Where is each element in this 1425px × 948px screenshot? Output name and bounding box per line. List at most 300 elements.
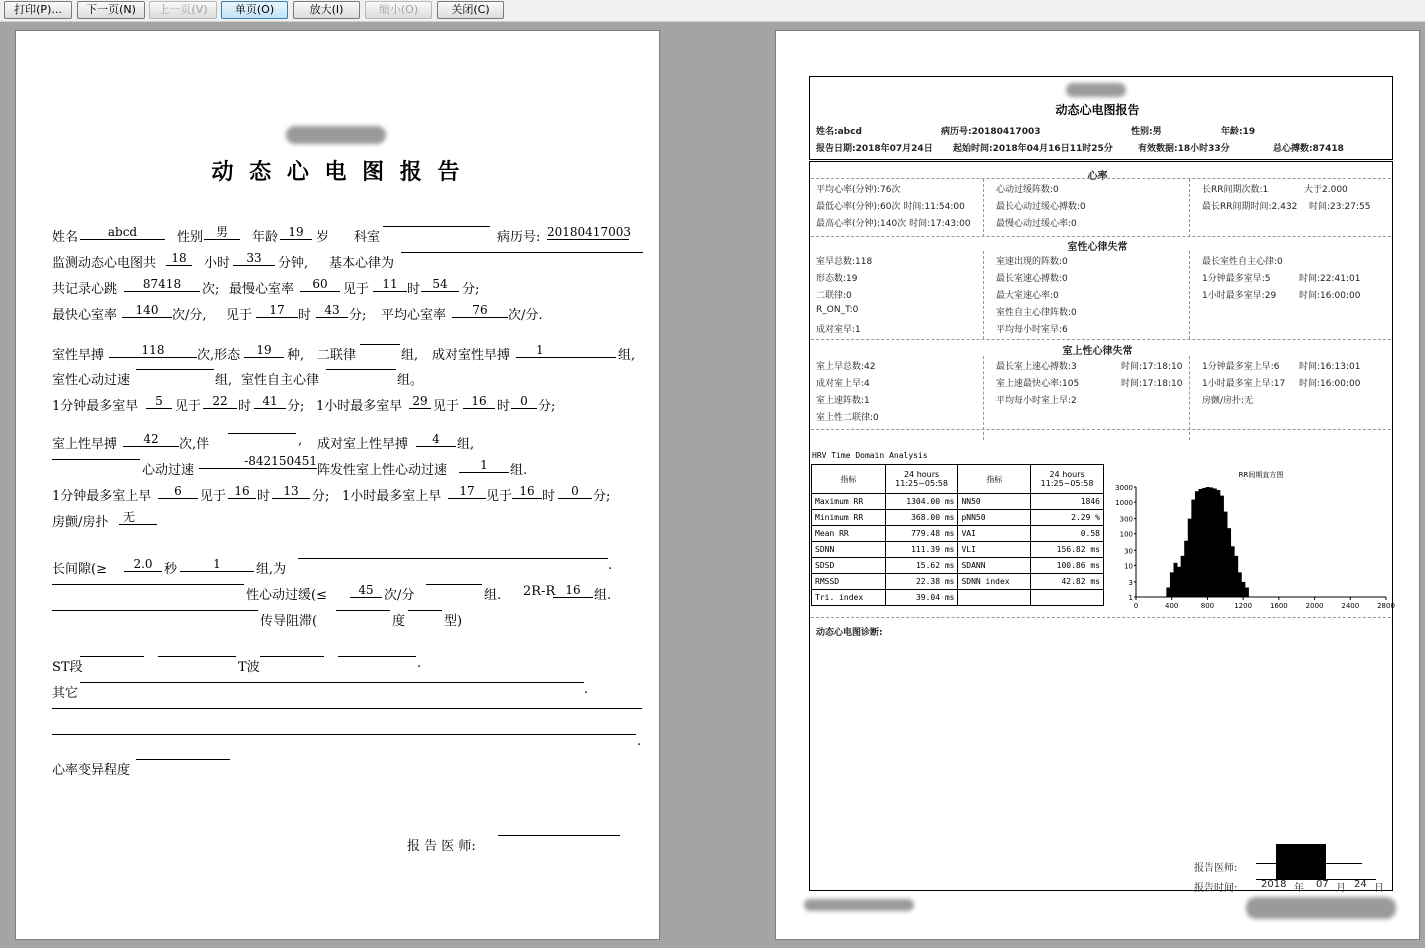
divider (1189, 356, 1190, 440)
report-day: 24 (1354, 879, 1367, 890)
table-row (812, 590, 1104, 606)
rr2-label: 2R-R (523, 584, 556, 599)
t-wave-value-1 (260, 656, 324, 657)
hour-pvc-label: 1小时最多室早 (316, 399, 403, 414)
histogram-bar (1170, 572, 1174, 597)
hour-pvc-minute: 0 (511, 395, 537, 409)
hours-value: 18 (166, 252, 192, 266)
report-page-2 (775, 30, 1420, 940)
hrv-cell (1031, 590, 1104, 606)
doctor-label: 报告医师: (1194, 863, 1238, 874)
min-pvc-hour: 22 (203, 395, 237, 409)
other-value-2 (52, 708, 642, 709)
pause-desc-value (298, 558, 608, 559)
brady-type-value (52, 584, 244, 585)
af-value: 无 (119, 511, 157, 525)
pst-unit: 组. (510, 463, 528, 478)
report-title: 动态心电图报告 (1055, 103, 1140, 117)
brady-count-value (426, 584, 482, 585)
divider (811, 617, 1391, 618)
dept-label: 科室 (354, 230, 381, 245)
pause-count-value: 1 (180, 558, 254, 572)
hrv-cell: NN50 (958, 494, 1031, 510)
hrv-cell: pNN50 (958, 510, 1031, 526)
rhythm-label: 基本心律为 (329, 256, 395, 271)
hrv-head-col4 (1031, 465, 1104, 494)
brady-runs: 心动过缓阵数:0 (996, 185, 1059, 195)
tachy-type-value (52, 459, 140, 460)
rr2-value: 16 (553, 584, 593, 598)
section-supraventricular: 室上性心律失常 (1062, 346, 1133, 357)
day-label: 日 (1374, 883, 1384, 894)
brady-label: 性心动过缓(≤ (246, 588, 327, 603)
minute-unit-5: 分; (312, 489, 330, 504)
hour-unit-6: 时 (542, 489, 556, 504)
year-label: 年 (1294, 883, 1304, 894)
minute-unit-6: 分; (593, 489, 611, 504)
total-beats-value: 87418 (124, 278, 200, 292)
x-tick-label: 1200 (1234, 602, 1253, 610)
hrv-cell: 156.82 ms (1031, 542, 1104, 558)
histogram-bar (1177, 567, 1181, 597)
hrv-cell: SDSD (812, 558, 886, 574)
vt-unit: 组, (215, 373, 233, 388)
doctor-label: 报 告 医 师: (407, 839, 476, 854)
block-degree-unit: 度 (392, 614, 406, 629)
v-hourly-avg: 平均每小时室早:6 (996, 325, 1068, 335)
age-value: 19 (280, 226, 312, 240)
tachy-value: -842150451 (199, 455, 317, 469)
block-type-unit: 型) (444, 614, 463, 629)
rr-histogram-chart (1106, 463, 1396, 613)
pst-value: 1 (459, 459, 509, 473)
hrv-cell: Minimum RR (812, 510, 886, 526)
pause-label: 长间隙(≥ (52, 562, 107, 577)
minute-unit: 分; (462, 282, 480, 297)
rr2-unit: 组. (594, 588, 612, 603)
y-tick-label: 1000 (1115, 499, 1133, 508)
min-pac-label: 1分钟最多室上早 (52, 489, 152, 504)
pvc-value: 118 (109, 344, 197, 358)
y-tick-label: 30 (1124, 547, 1133, 556)
brady-rate-unit: 次/分 (384, 588, 415, 603)
hrv-cell: 368.00 ms (885, 510, 958, 526)
month-label: 月 (1336, 883, 1346, 894)
pac-couplet-unit: 组, (457, 437, 475, 452)
hour-unit-3: 时 (238, 399, 252, 414)
vt-value (136, 369, 214, 370)
svt-longest: 最长室上速心搏数:3 (996, 362, 1077, 372)
hour-pac-value: 17 (448, 485, 486, 499)
sv-bigeminy: 室上性二联律:0 (816, 413, 879, 423)
age-unit: 岁 (316, 230, 330, 245)
hrv-title: HRV Time Domain Analysis (812, 451, 928, 460)
hrv-cell (958, 590, 1031, 606)
table-row (812, 574, 1104, 590)
divider (811, 429, 1391, 430)
t-wave-value-2 (338, 656, 416, 657)
hrv-cell: SDNN index (958, 574, 1031, 590)
x-tick-label: 0 (1133, 602, 1139, 610)
v-couplet: 成对室早:1 (816, 325, 861, 335)
histogram-bar (1245, 587, 1249, 597)
total-beats-label: 共记录心跳 (52, 282, 118, 297)
minutes-value: 33 (233, 252, 275, 266)
period-3: . (584, 682, 589, 697)
seen-label-3: 见于 (175, 399, 202, 414)
x-tick-label: 2000 (1305, 602, 1324, 610)
minute-unit-2: 分; (349, 308, 367, 323)
divider (811, 339, 1391, 340)
monitor-label: 监测动态心电图共 (52, 256, 157, 271)
histogram-bar (1188, 519, 1192, 597)
min-pvc-minute: 41 (254, 395, 286, 409)
histogram-bar (1184, 541, 1188, 597)
close-button[interactable]: 关闭(C) (437, 1, 504, 19)
pause-count-unit: 组,为 (256, 562, 287, 577)
section-heart-rate: 心率 (1087, 171, 1108, 182)
sv-couplet: 成对室上早:4 (816, 379, 870, 389)
hr-max: 最高心率(分钟):140次 时间:17:43:00 (816, 219, 971, 229)
hrv-cell: Tri. index (812, 590, 886, 606)
age-label: 年龄 (252, 230, 279, 245)
sv-min-time: 时间:16:13:01 (1299, 362, 1361, 372)
minute-unit-4: 分; (538, 399, 556, 414)
block-type2-value (408, 610, 442, 611)
hrv-head-col1: 指标 (812, 465, 886, 494)
toolbar (0, 0, 1425, 22)
hour-pac-hour: 16 (512, 485, 542, 499)
pac-couplet-label: 成对室上性早搏 (317, 437, 409, 452)
brady-longest: 最长心动过缓心搏数:0 (996, 202, 1086, 212)
report-time-label: 报告时间: (1194, 883, 1238, 894)
fastest-rate-unit: 次/分, (172, 308, 207, 323)
avg-rate-label: 平均心室率 (381, 308, 447, 323)
histogram-bar (1166, 587, 1170, 597)
block-type-value (52, 610, 258, 611)
seen-label-2: 见于 (226, 308, 253, 323)
start-line: 起始时间:2018年04月16日11时25分 (953, 144, 1113, 154)
name-value: abcd (80, 226, 165, 240)
longest-rr-time: 时间:23:27:55 (1309, 202, 1371, 212)
slowest-rate-label: 最慢心室率 (229, 282, 295, 297)
long-rr-gt: 大于2.000 (1304, 185, 1348, 195)
table-row (812, 510, 1104, 526)
avg-rate-unit: 次/分. (508, 308, 543, 323)
v-min-time: 时间:22:41:01 (1299, 274, 1361, 284)
histogram-bar (1202, 488, 1206, 597)
bigeminy-value (360, 344, 400, 345)
st-label: ST段 (52, 660, 83, 675)
min-pvc-value: 5 (146, 395, 172, 409)
histogram-bar (1227, 528, 1231, 597)
fastest-rate-label: 最快心室率 (52, 308, 118, 323)
histogram-bar (1199, 489, 1203, 597)
dept-value (383, 226, 490, 227)
histogram-bar (1191, 500, 1195, 597)
report-page-1 (15, 30, 660, 940)
min-pac-minute: 13 (272, 485, 310, 499)
vt-longest: 最长室速心搏数:0 (996, 274, 1068, 284)
slowest-minute: 54 (421, 278, 459, 292)
period: . (608, 558, 613, 573)
couplet-label: 成对室性早搏 (432, 348, 511, 363)
hrv-head-col4b: 11:25~05:58 (1040, 479, 1094, 488)
date-line: 报告日期:2018年07月24日 (816, 144, 933, 154)
bigeminy-unit: 组, (401, 348, 419, 363)
minutes-unit: 分钟, (278, 256, 309, 271)
redacted-hospital-logo (286, 126, 386, 144)
hrv-cell: 0.58 (1031, 526, 1104, 542)
v-ront: R_ON_T:0 (816, 305, 859, 315)
brady-rate-value: 45 (350, 584, 382, 598)
print-button[interactable]: 打印(P)... (4, 1, 72, 19)
histogram-bar (1206, 487, 1210, 597)
pvc-label: 室性早搏 (52, 348, 105, 363)
case-line: 病历号:20180417003 (941, 127, 1041, 137)
st-value-1 (80, 656, 144, 657)
fastest-hour: 17 (256, 304, 298, 318)
v-hour-time: 时间:16:00:00 (1299, 291, 1361, 301)
hrv-cell: 111.39 ms (885, 542, 958, 558)
period-2: . (417, 656, 422, 671)
hrv-cell: 15.62 ms (885, 558, 958, 574)
other-label: 其它 (52, 686, 79, 701)
total-beats-unit: 次; (202, 282, 220, 297)
valid-line: 有效数据:18小时33分 (1138, 144, 1230, 154)
svt-runs: 室上速阵数:1 (816, 396, 870, 406)
hrv-head-col2a: 24 hours (903, 470, 940, 479)
hrv-value (136, 759, 230, 760)
seen-label-5: 见于 (200, 489, 227, 504)
histogram-bar (1220, 496, 1224, 597)
histogram-bar (1181, 556, 1185, 597)
vt-label: 室性心动过速 (52, 373, 131, 388)
pac-with-label: 次,伴 (179, 437, 210, 452)
redacted-hospital-logo (1066, 83, 1126, 97)
t-wave-label: T波 (238, 660, 260, 675)
hour-pvc-value: 29 (409, 395, 431, 409)
report-title: 动 态 心 电 图 报 告 (211, 159, 464, 185)
rhythm-value (401, 252, 643, 253)
pac-couplet-value: 4 (416, 433, 456, 447)
hrv-cell: 779.48 ms (885, 526, 958, 542)
hrv-cell: 22.38 ms (885, 574, 958, 590)
single-page-button[interactable]: 单页(O) (221, 1, 288, 19)
bigeminy-label: 二联律 (317, 348, 357, 363)
brady-count-unit: 组. (484, 588, 502, 603)
seen-label-6: 见于 (486, 489, 513, 504)
divider (811, 236, 1391, 237)
v-min-max: 1分钟最多室早:5 (1202, 274, 1271, 284)
avg-rate-value: 76 (452, 304, 508, 318)
hrv-cell: VLI (958, 542, 1031, 558)
v-total: 室早总数:118 (816, 257, 873, 267)
af-label: 房颤/房扑 (52, 515, 109, 530)
hour-unit-4: 时 (497, 399, 511, 414)
hrv-cell: 42.82 ms (1031, 574, 1104, 590)
period-4: . (637, 734, 642, 749)
hrv-head-col2 (885, 465, 958, 494)
comma: , (298, 433, 303, 448)
tachy-label: 心动过速 (142, 463, 195, 478)
histogram-bar (1174, 563, 1178, 597)
table-row (812, 526, 1104, 542)
gender-value: 男 (204, 226, 240, 240)
st-value-2 (158, 656, 236, 657)
morph-unit: 种, (287, 348, 305, 363)
pst-label: 阵发性室上性心动过速 (317, 463, 448, 478)
ivr-longest: 最长室性自主心律:0 (1202, 257, 1283, 267)
hrv-cell: Mean RR (812, 526, 886, 542)
fastest-minute: 43 (316, 304, 348, 318)
hours-unit: 小时 (204, 256, 231, 271)
table-row (812, 542, 1104, 558)
next-page-button[interactable]: 下一页(N) (77, 1, 145, 19)
ivr-label: 室性自主心律 (241, 373, 320, 388)
histogram-bar (1238, 572, 1242, 597)
sv-af: 房颤/房扑:无 (1202, 396, 1254, 406)
y-tick-label: 300 (1119, 515, 1133, 524)
seen-label: 见于 (343, 282, 370, 297)
histogram-bar (1216, 490, 1220, 597)
diagnosis-label: 动态心电图诊断: (816, 628, 883, 638)
sv-hour-time: 时间:16:00:00 (1299, 379, 1361, 389)
sv-hourly-avg: 平均每小时室上早:2 (996, 396, 1077, 406)
hrv-cell: SDNN (812, 542, 886, 558)
x-tick-label: 800 (1200, 602, 1215, 610)
redacted-footer-left (804, 899, 914, 911)
chart-title: RR间期直方图 (1238, 471, 1284, 479)
couplet-unit: 组, (618, 348, 636, 363)
pause-sec-value: 2.0 (124, 558, 162, 572)
couplet-value: 1 (516, 344, 616, 358)
table-row (812, 558, 1104, 574)
divider (1189, 251, 1190, 339)
min-pac-hour: 16 (228, 485, 256, 499)
v-hour-max: 1小时最多室早:29 (1202, 291, 1277, 301)
histogram-bar (1224, 512, 1228, 597)
case-no-label: 病历号: (497, 230, 541, 245)
pac-value: 42 (123, 433, 179, 447)
hrv-cell: 1304.00 ms (885, 494, 958, 510)
hrv-head-col3: 指标 (958, 465, 1031, 494)
x-tick-label: 2400 (1341, 602, 1360, 610)
min-pac-value: 6 (158, 485, 198, 499)
hour-pac-minute: 0 (558, 485, 592, 499)
hour-unit-2: 时 (298, 308, 312, 323)
zoom-out-button[interactable]: 缩小(O) (365, 1, 432, 19)
report-month: 07 (1316, 879, 1329, 890)
min-pvc-label: 1分钟最多室早 (52, 399, 139, 414)
gender-label: 性别 (177, 230, 204, 245)
divider (811, 178, 1391, 179)
block-degree-value (336, 610, 390, 611)
vt-runs: 室速出现的阵数:0 (996, 257, 1068, 267)
minute-unit-3: 分; (287, 399, 305, 414)
y-tick-label: 1 (1128, 594, 1133, 602)
hrv-table (811, 464, 1104, 606)
beats-line: 总心搏数:87418 (1273, 144, 1344, 154)
hrv-cell: 1846 (1031, 494, 1104, 510)
long-rr: 长RR间期次数:1 (1202, 185, 1269, 195)
zoom-in-button[interactable]: 放大(I) (293, 1, 360, 19)
hour-pac-label: 1小时最多室上早 (342, 489, 442, 504)
hrv-label: 心率变异程度 (52, 763, 131, 778)
y-tick-label: 100 (1119, 530, 1133, 539)
sv-min-max: 1分钟最多室上早:6 (1202, 362, 1280, 372)
name-label: 姓名 (52, 230, 79, 245)
hr-min: 最低心率(分钟):60次 时间:11:54:00 (816, 202, 965, 212)
other-value-3 (52, 734, 636, 735)
y-tick-label: 3 (1128, 578, 1133, 587)
hrv-cell: VAI (958, 526, 1031, 542)
x-tick-label: 1600 (1269, 602, 1288, 610)
histogram-bar (1234, 556, 1238, 597)
divider (983, 356, 984, 440)
seen-label-4: 见于 (433, 399, 460, 414)
v-morph: 形态数:19 (816, 274, 858, 284)
name-line: 姓名:abcd (816, 127, 862, 137)
gender-line: 性别:男 (1131, 127, 1162, 137)
age-line: 年龄:19 (1221, 127, 1256, 137)
prev-page-button[interactable]: 上一页(V) (149, 1, 217, 19)
hour-pvc-hour: 16 (463, 395, 495, 409)
divider (983, 251, 984, 339)
redacted-footer-right (1246, 897, 1396, 919)
hrv-head-col2b: 11:25~05:58 (895, 479, 948, 488)
brady-slowest: 最慢心动过缓心率:0 (996, 219, 1077, 229)
print-preview-viewer[interactable] (0, 22, 1425, 948)
hrv-cell: SDANN (958, 558, 1031, 574)
hrv-cell: 100.86 ms (1031, 558, 1104, 574)
hour-unit: 时 (407, 282, 421, 297)
hrv-cell: 2.29 % (1031, 510, 1104, 526)
fastest-rate-value: 140 (122, 304, 172, 318)
pac-label: 室上性早搏 (52, 437, 118, 452)
ivr-value (326, 369, 396, 370)
table-row (812, 494, 1104, 510)
histogram-bar (1209, 487, 1213, 597)
section-ventricular: 室性心律失常 (1067, 242, 1128, 253)
longest-rr: 最长RR间期时间:2.432 (1202, 202, 1298, 212)
divider (983, 179, 984, 237)
ivr-unit: 组。 (397, 373, 424, 388)
pac-with-value (228, 433, 296, 434)
histogram-bar (1231, 546, 1235, 597)
svt-fastest: 室上速最快心率:105 (996, 379, 1080, 389)
report-year: 2018 (1261, 879, 1287, 890)
doctor-signature (498, 835, 620, 836)
histogram-bar (1241, 582, 1245, 597)
y-tick-label: 3000 (1115, 484, 1133, 492)
svt-fastest-time: 时间:17:18:10 (1121, 379, 1183, 389)
sv-hour-max: 1小时最多室上早:17 (1202, 379, 1286, 389)
vt-fastest: 最大室速心率:0 (996, 291, 1059, 301)
sv-total: 室上早总数:42 (816, 362, 876, 372)
pause-sec-unit: 秒 (164, 562, 178, 577)
hrv-cell: Maximum RR (812, 494, 886, 510)
hrv-cell: RMSSD (812, 574, 886, 590)
hr-avg: 平均心率(分钟):76次 (816, 185, 901, 195)
histogram-bar (1195, 491, 1199, 597)
block-label: 传导阻滞( (260, 614, 318, 629)
hour-unit-5: 时 (257, 489, 271, 504)
svt-longest-time: 时间:17:18:10 (1121, 362, 1183, 372)
divider (1189, 179, 1190, 237)
morph-value: 19 (244, 344, 284, 358)
x-tick-label: 2800 (1377, 602, 1395, 610)
